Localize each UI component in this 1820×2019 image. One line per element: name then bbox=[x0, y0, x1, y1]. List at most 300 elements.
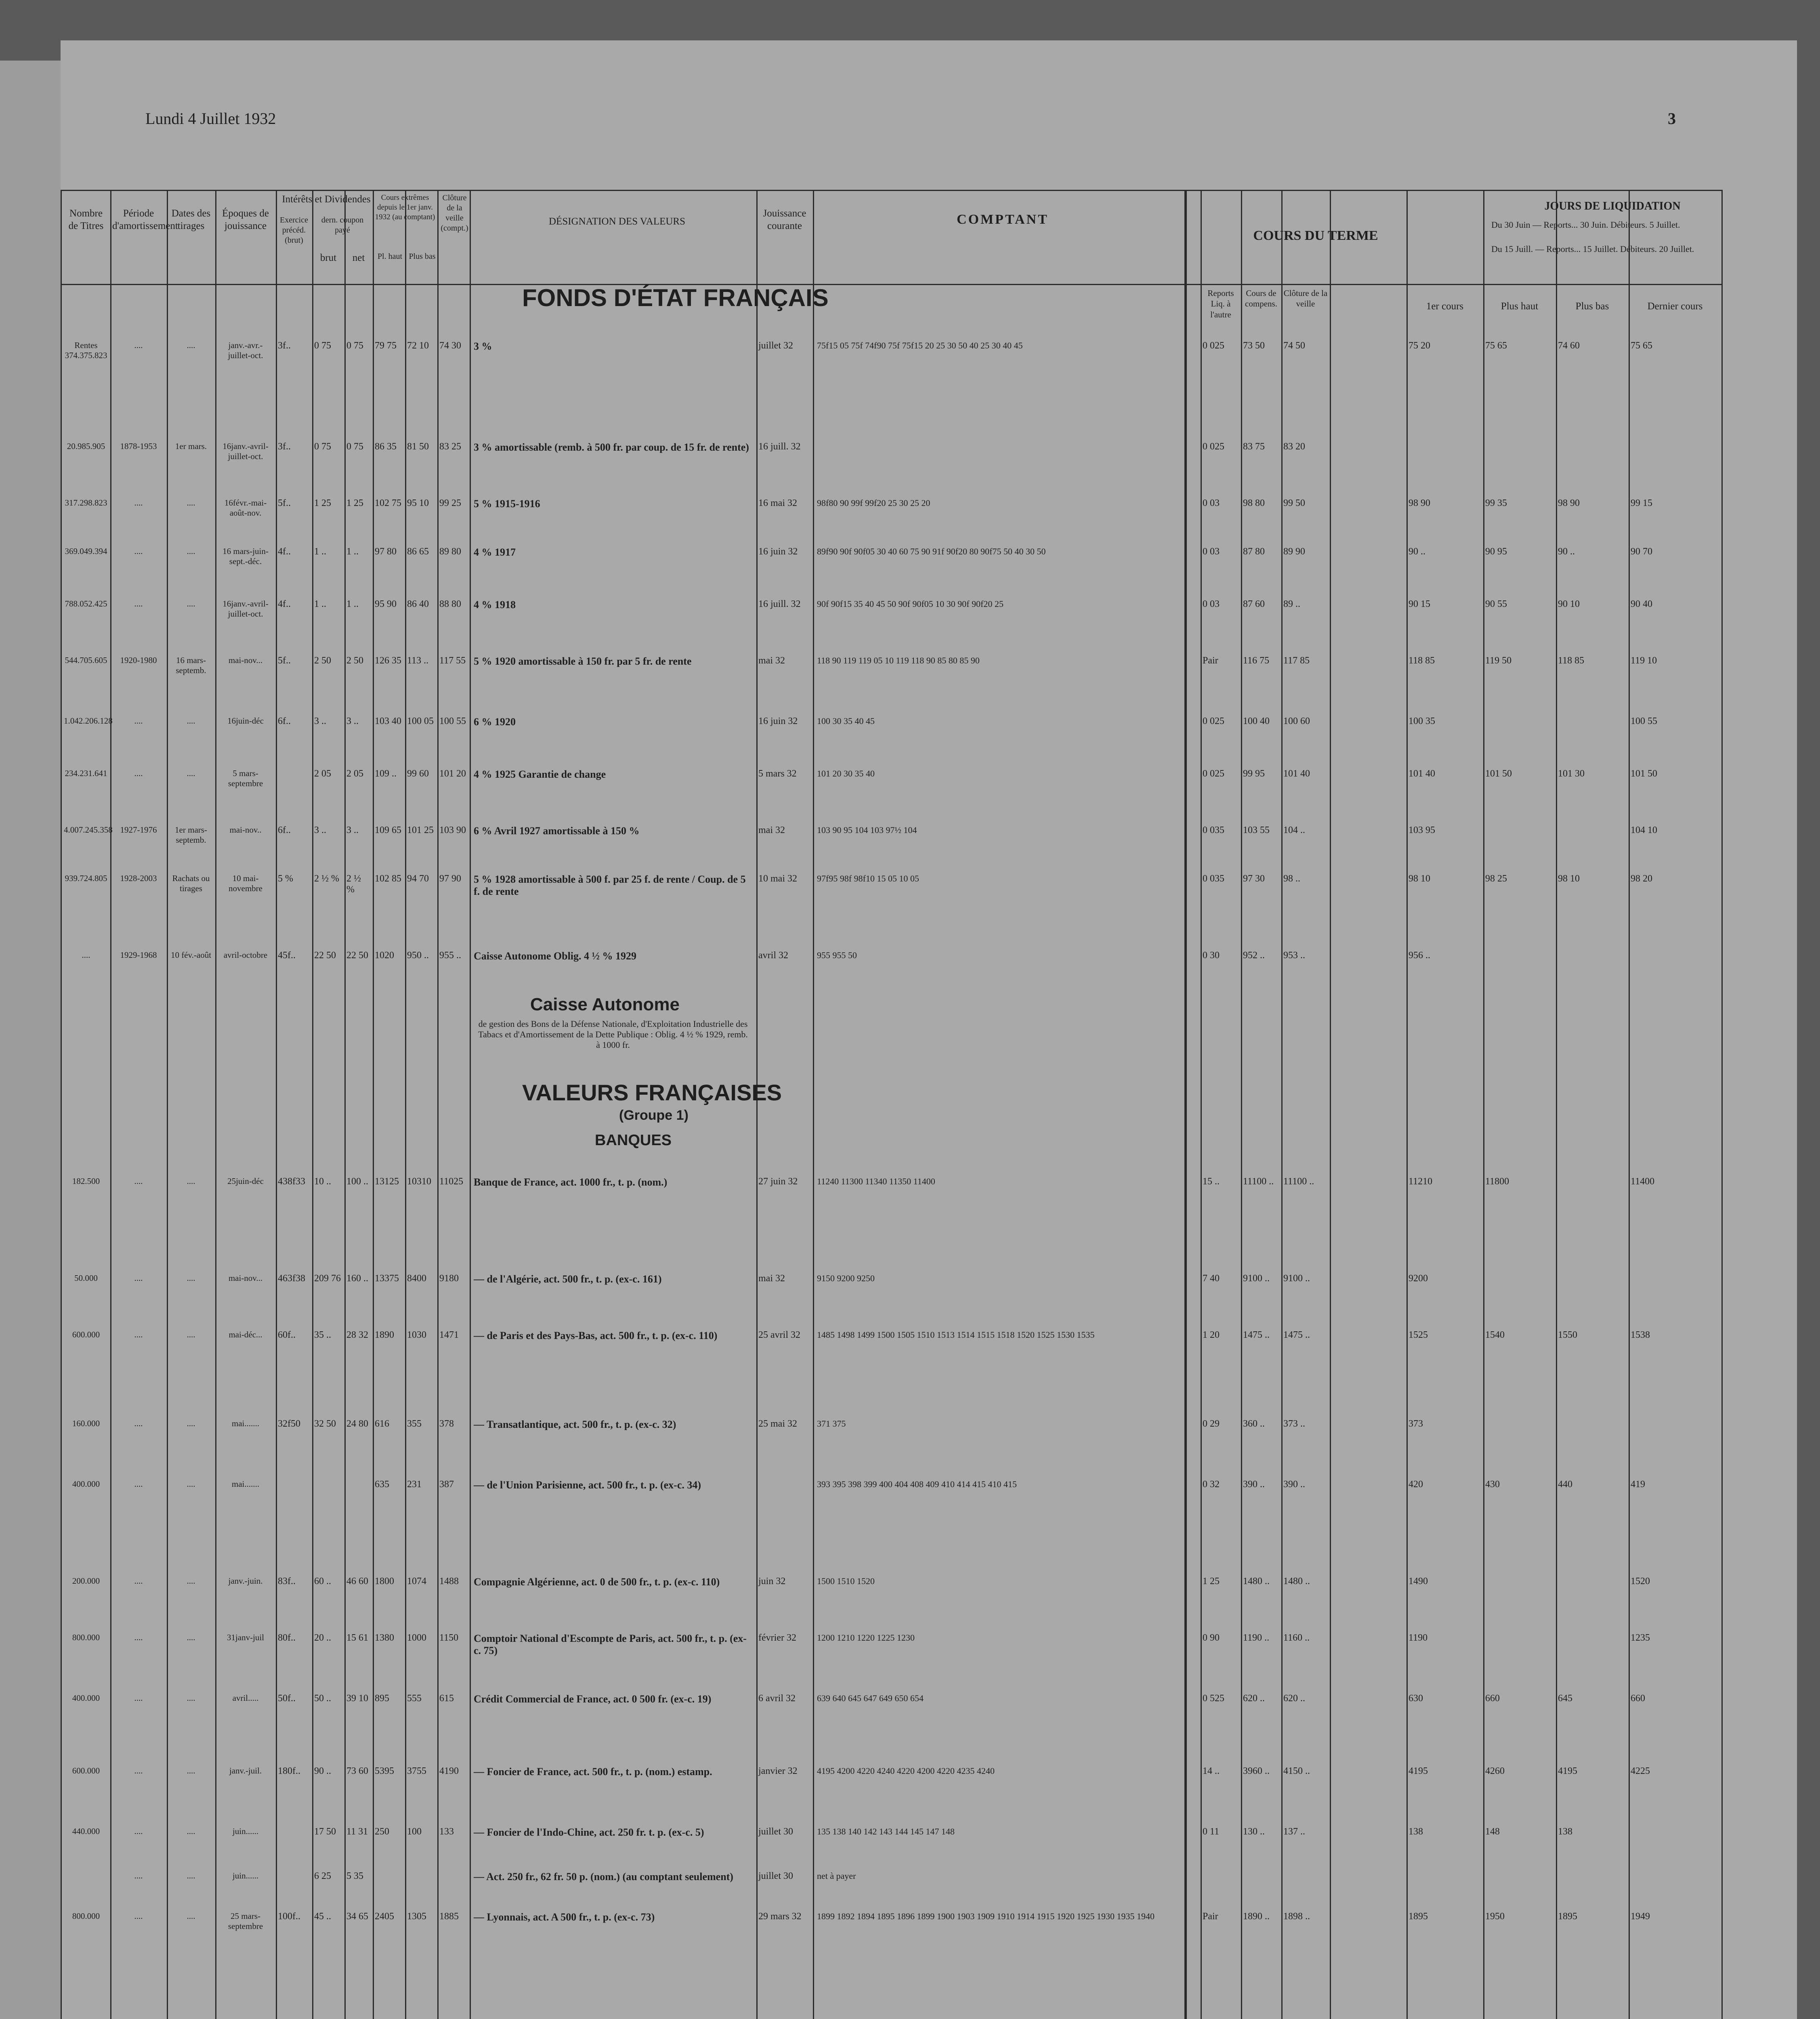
liquidation-line-1: Du 30 Juin — Reports... 30 Juin. Débiteurs. 5 Juillet. bbox=[1491, 220, 1680, 230]
comptant-cell: 393 395 398 399 400 404 408 409 410 414 415 410 415 bbox=[817, 1479, 1017, 1489]
plus-bas-cell: 355 bbox=[407, 1419, 422, 1429]
exercice-cell: 3f.. bbox=[278, 340, 291, 351]
titres-cell: 317.298.823 bbox=[65, 498, 107, 508]
cours-compens-cell: 390 .. bbox=[1243, 1479, 1265, 1490]
cloture-veille-cell: 9100 .. bbox=[1283, 1273, 1310, 1284]
epoque-cell: 25juin-déc bbox=[227, 1176, 264, 1186]
dernier-cours-cell: 101 50 bbox=[1631, 768, 1657, 779]
plus-bas-terme-cell: 118 85 bbox=[1558, 655, 1585, 666]
dernier-cours-cell: 90 70 bbox=[1631, 546, 1652, 557]
dernier-cours-cell: 419 bbox=[1631, 1479, 1645, 1490]
titres-cell: .... bbox=[82, 950, 90, 960]
plus-bas-cell: 555 bbox=[407, 1693, 422, 1704]
pl-haut-cell: 95 90 bbox=[375, 599, 397, 609]
designation-cell: — Act. 250 fr., 62 fr. 50 p. (nom.) (au comptant seulement) bbox=[474, 1871, 733, 1883]
dates-cell: Rachats ou tirages bbox=[172, 873, 210, 893]
epoque-cell: janv.-avr.-juillet-oct. bbox=[228, 340, 263, 360]
reports-cell: 0 025 bbox=[1203, 768, 1224, 779]
brut-cell: 10 .. bbox=[314, 1176, 331, 1187]
epoque-cell: avril..... bbox=[232, 1693, 259, 1703]
reports-cell: Pair bbox=[1203, 655, 1218, 666]
periode-cell: .... bbox=[134, 1273, 143, 1283]
comptant-cell: 639 640 645 647 649 650 654 bbox=[817, 1693, 924, 1703]
jouissance-cell: 16 juin 32 bbox=[758, 546, 798, 557]
designation-cell: Banque de France, act. 1000 fr., t. p. (nom.) bbox=[474, 1176, 668, 1188]
cloture-cell: 97 90 bbox=[439, 873, 461, 884]
brut-cell: 20 .. bbox=[314, 1633, 331, 1643]
col-plus-bas-terme: Plus bas bbox=[1575, 301, 1609, 312]
premier-cours-cell: 98 10 bbox=[1409, 873, 1430, 884]
col-cloture: Clôture de la veille (compt.) bbox=[441, 193, 468, 233]
premier-cours-cell: 90 .. bbox=[1409, 546, 1425, 557]
premier-cours-cell: 118 85 bbox=[1409, 655, 1435, 666]
epoque-cell: janv.-juil. bbox=[229, 1766, 262, 1776]
dates-cell: .... bbox=[187, 768, 195, 778]
cloture-cell: 99 25 bbox=[439, 498, 461, 508]
titres-cell: 800.000 bbox=[72, 1911, 100, 1921]
cours-compens-cell: 1480 .. bbox=[1243, 1576, 1270, 1587]
exercice-cell: 5f.. bbox=[278, 655, 291, 666]
epoque-cell: 31janv-juil bbox=[227, 1633, 264, 1642]
col-net: net bbox=[352, 252, 365, 263]
epoque-cell: janv.-juin. bbox=[228, 1576, 263, 1586]
cloture-veille-cell: 4150 .. bbox=[1283, 1766, 1310, 1776]
exercice-cell: 6f.. bbox=[278, 825, 291, 835]
reports-cell: 1 20 bbox=[1203, 1330, 1220, 1340]
dernier-cours-cell: 90 40 bbox=[1631, 599, 1652, 609]
cloture-cell: 9180 bbox=[439, 1273, 459, 1284]
cours-compens-cell: 103 55 bbox=[1243, 825, 1270, 835]
periode-cell: .... bbox=[134, 1479, 143, 1489]
reports-cell: 0 03 bbox=[1203, 546, 1220, 557]
cours-compens-cell: 83 75 bbox=[1243, 441, 1265, 452]
col-exercice: Exercice précéd. (brut) bbox=[280, 216, 308, 245]
section-caisse-autonome: Caisse Autonome bbox=[530, 995, 680, 1014]
net-cell: 0 75 bbox=[346, 340, 363, 351]
cloture-veille-cell: 137 .. bbox=[1283, 1826, 1305, 1837]
epoque-cell: 25 mars-septembre bbox=[228, 1911, 263, 1931]
reports-cell: 0 11 bbox=[1203, 1826, 1220, 1837]
plus-bas-cell: 10310 bbox=[407, 1176, 431, 1187]
pl-haut-cell: 2405 bbox=[375, 1911, 394, 1922]
reports-cell: 0 035 bbox=[1203, 873, 1224, 884]
titres-cell: 600.000 bbox=[72, 1330, 100, 1339]
dates-cell: .... bbox=[187, 1479, 195, 1489]
cloture-veille-cell: 390 .. bbox=[1283, 1479, 1305, 1490]
epoque-cell: mai-nov... bbox=[228, 655, 263, 665]
dates-cell: .... bbox=[187, 1176, 195, 1186]
jouissance-cell: mai 32 bbox=[758, 655, 785, 666]
titres-cell: 440.000 bbox=[72, 1826, 100, 1836]
plus-haut-cell: 1950 bbox=[1485, 1911, 1505, 1922]
jouissance-cell: 16 juill. 32 bbox=[758, 441, 801, 452]
cloture-cell: 955 .. bbox=[439, 950, 461, 961]
cloture-veille-cell: 11100 .. bbox=[1283, 1176, 1314, 1187]
jouissance-cell: mai 32 bbox=[758, 825, 785, 835]
epoque-cell: mai-déc... bbox=[229, 1330, 262, 1339]
reports-cell: 14 .. bbox=[1203, 1766, 1220, 1776]
periode-cell: 1929-1968 bbox=[120, 950, 157, 960]
pl-haut-cell: 13125 bbox=[375, 1176, 399, 1187]
designation-cell: 5 % 1928 amortissable à 500 f. par 25 f. de rente / Coup. de 5 f. de rente bbox=[474, 873, 746, 897]
plus-bas-cell: 95 10 bbox=[407, 498, 429, 508]
col-dates-tirages: Dates des tirages bbox=[171, 208, 211, 232]
jouissance-cell: 25 avril 32 bbox=[758, 1330, 800, 1340]
brut-cell: 2 50 bbox=[314, 655, 331, 666]
plus-haut-cell: 148 bbox=[1485, 1826, 1500, 1837]
col-jours-liquidation: JOURS DE LIQUIDATION bbox=[1544, 200, 1681, 212]
periode-cell: .... bbox=[134, 1633, 143, 1642]
reports-cell: Pair bbox=[1203, 1911, 1218, 1922]
cloture-cell: 378 bbox=[439, 1419, 454, 1429]
epoque-cell: 5 mars-septembre bbox=[228, 768, 263, 788]
brut-cell: 3 .. bbox=[314, 716, 326, 726]
page-date: Lundi 4 Juillet 1932 bbox=[145, 109, 276, 128]
col-cours-terme: COURS DU TERME bbox=[1253, 228, 1378, 243]
premier-cours-cell: 11210 bbox=[1409, 1176, 1433, 1187]
epoque-cell: 16juin-déc bbox=[227, 716, 264, 726]
epoque-cell: mai....... bbox=[231, 1419, 260, 1428]
periode-cell: 1920-1980 bbox=[120, 655, 157, 665]
premier-cours-cell: 630 bbox=[1409, 1693, 1423, 1704]
cours-compens-cell: 620 .. bbox=[1243, 1693, 1265, 1704]
premier-cours-cell: 956 .. bbox=[1409, 950, 1430, 961]
titres-cell: 1.042.206.128 bbox=[64, 716, 113, 726]
net-cell: 2 05 bbox=[346, 768, 363, 779]
plus-bas-cell: 99 60 bbox=[407, 768, 429, 779]
net-cell: 1 .. bbox=[346, 599, 359, 609]
titres-cell: 400.000 bbox=[72, 1693, 100, 1703]
cours-compens-cell: 98 80 bbox=[1243, 498, 1265, 508]
net-cell: 2 ½ % bbox=[346, 873, 361, 895]
plus-haut-cell: 98 25 bbox=[1485, 873, 1507, 884]
brut-cell: 1 .. bbox=[314, 546, 326, 557]
dates-cell: .... bbox=[187, 1826, 195, 1836]
plus-haut-cell: 11800 bbox=[1485, 1176, 1509, 1187]
exercice-cell: 438f33 bbox=[278, 1176, 305, 1187]
cloture-cell: 4190 bbox=[439, 1766, 459, 1776]
reports-cell: 1 25 bbox=[1203, 1576, 1220, 1587]
comptant-cell: 103 90 95 104 103 97½ 104 bbox=[817, 825, 917, 835]
titres-cell: 50.000 bbox=[74, 1273, 98, 1283]
plus-bas-cell: 86 40 bbox=[407, 599, 429, 609]
plus-bas-terme-cell: 645 bbox=[1558, 1693, 1572, 1704]
comptant-cell: 1899 1892 1894 1895 1896 1899 1900 1903 1909 1910 1914 1915 1920 1925 1930 1935 1940 bbox=[817, 1911, 1155, 1921]
premier-cours-cell: 100 35 bbox=[1409, 716, 1435, 726]
reports-cell: 0 32 bbox=[1203, 1479, 1220, 1490]
dates-cell: 1er mars. bbox=[175, 441, 207, 451]
reports-cell: 0 03 bbox=[1203, 599, 1220, 609]
plus-bas-terme-cell: 90 10 bbox=[1558, 599, 1580, 609]
premier-cours-cell: 9200 bbox=[1409, 1273, 1428, 1284]
net-cell: 0 75 bbox=[346, 441, 363, 452]
plus-bas-terme-cell: 74 60 bbox=[1558, 340, 1580, 351]
premier-cours-cell: 75 20 bbox=[1409, 340, 1430, 351]
reports-cell: 0 90 bbox=[1203, 1633, 1220, 1643]
comptant-cell: 1200 1210 1220 1225 1230 bbox=[817, 1633, 915, 1643]
brut-cell: 60 .. bbox=[314, 1576, 331, 1587]
periode-cell: .... bbox=[134, 1693, 143, 1703]
cloture-cell: 103 90 bbox=[439, 825, 466, 835]
pl-haut-cell: 86 35 bbox=[375, 441, 397, 452]
designation-cell: 4 % 1917 bbox=[474, 546, 516, 558]
cloture-cell: 11025 bbox=[439, 1176, 464, 1187]
cloture-veille-cell: 620 .. bbox=[1283, 1693, 1305, 1704]
periode-cell: .... bbox=[134, 546, 143, 556]
comptant-cell: 98f80 90 99f 99f20 25 30 25 20 bbox=[817, 498, 930, 508]
epoque-cell: mai....... bbox=[231, 1479, 260, 1489]
dates-cell: .... bbox=[187, 1330, 195, 1339]
titres-cell: 160.000 bbox=[72, 1419, 100, 1428]
epoque-cell: mai-nov.. bbox=[229, 825, 262, 835]
dates-cell: .... bbox=[187, 546, 195, 556]
dates-cell: .... bbox=[187, 498, 195, 508]
dates-cell: .... bbox=[187, 599, 195, 609]
net-cell: 11 31 bbox=[346, 1826, 368, 1837]
cloture-cell: 100 55 bbox=[439, 716, 466, 726]
section-valeurs-francaises: VALEURS FRANÇAISES bbox=[522, 1080, 782, 1105]
jouissance-cell: juillet 30 bbox=[758, 1871, 793, 1881]
cloture-cell: 615 bbox=[439, 1693, 454, 1704]
col-brut: brut bbox=[320, 252, 337, 263]
cours-compens-cell: 9100 .. bbox=[1243, 1273, 1270, 1284]
comptant-cell: 97f95 98f 98f10 15 05 10 05 bbox=[817, 873, 919, 884]
plus-haut-cell: 430 bbox=[1485, 1479, 1500, 1490]
brut-cell: 32 50 bbox=[314, 1419, 336, 1429]
net-cell: 39 10 bbox=[346, 1693, 368, 1704]
exercice-cell: 4f.. bbox=[278, 546, 291, 557]
net-cell: 15 61 bbox=[346, 1633, 368, 1643]
cloture-veille-cell: 1160 .. bbox=[1283, 1633, 1310, 1643]
brut-cell: 17 50 bbox=[314, 1826, 336, 1837]
col-pl-haut: Pl. haut bbox=[377, 252, 403, 261]
jouissance-cell: juin 32 bbox=[758, 1576, 786, 1587]
comptant-cell: 4195 4200 4220 4240 4220 4200 4220 4235 4240 bbox=[817, 1766, 995, 1776]
cloture-veille-cell: 1480 .. bbox=[1283, 1576, 1310, 1587]
comptant-cell: 1500 1510 1520 bbox=[817, 1576, 875, 1586]
exercice-cell: 80f.. bbox=[278, 1633, 296, 1643]
plus-bas-cell: 1305 bbox=[407, 1911, 426, 1922]
dernier-cours-cell: 11400 bbox=[1631, 1176, 1655, 1187]
reports-cell: 0 025 bbox=[1203, 716, 1224, 726]
plus-bas-terme-cell: 4195 bbox=[1558, 1766, 1577, 1776]
designation-cell: Crédit Commercial de France, act. 0 500 fr. (ex-c. 19) bbox=[474, 1693, 712, 1705]
plus-bas-cell: 100 bbox=[407, 1826, 422, 1837]
cloture-cell: 89 80 bbox=[439, 546, 461, 557]
epoque-cell: avril-octobre bbox=[223, 950, 268, 960]
plus-haut-cell: 75 65 bbox=[1485, 340, 1507, 351]
jouissance-cell: avril 32 bbox=[758, 950, 788, 961]
cloture-cell: 1471 bbox=[439, 1330, 459, 1340]
cloture-cell: 1488 bbox=[439, 1576, 459, 1587]
designation-cell: 3 % amortissable (remb. à 500 fr. par coup. de 15 fr. de rente) bbox=[474, 441, 749, 453]
comptant-cell: net à payer bbox=[817, 1871, 856, 1881]
brut-cell: 22 50 bbox=[314, 950, 336, 961]
brut-cell: 0 75 bbox=[314, 340, 331, 351]
titres-cell: 4.007.245.358 bbox=[64, 825, 113, 835]
col-epoques: Époques de jouissance bbox=[222, 208, 269, 232]
col-dern-coupon: dern. coupon payé bbox=[321, 216, 364, 235]
designation-cell: Compagnie Algérienne, act. 0 de 500 fr., t. p. (ex-c. 110) bbox=[474, 1576, 720, 1588]
periode-cell: 1878-1953 bbox=[120, 441, 157, 451]
epoque-cell: mai-nov... bbox=[228, 1273, 263, 1283]
comptant-cell: 135 138 140 142 143 144 145 147 148 bbox=[817, 1826, 955, 1836]
titres-cell: Rentes 374.375.823 bbox=[65, 340, 107, 360]
reports-cell: 0 03 bbox=[1203, 498, 1220, 508]
cloture-veille-cell: 89 90 bbox=[1283, 546, 1305, 557]
exercice-cell: 5 % bbox=[278, 873, 293, 884]
comptant-cell: 1485 1498 1499 1500 1505 1510 1513 1514 1515 1518 1520 1525 1530 1535 bbox=[817, 1330, 1095, 1340]
brut-cell: 1 .. bbox=[314, 599, 326, 609]
plus-bas-cell: 113 .. bbox=[407, 655, 429, 666]
comptant-cell: 371 375 bbox=[817, 1419, 846, 1429]
pl-haut-cell: 126 35 bbox=[375, 655, 401, 666]
pl-haut-cell: 109 .. bbox=[375, 768, 397, 779]
dernier-cours-cell: 104 10 bbox=[1631, 825, 1657, 835]
exercice-cell: 180f.. bbox=[278, 1766, 300, 1776]
dernier-cours-cell: 1235 bbox=[1631, 1633, 1650, 1643]
jouissance-cell: 29 mars 32 bbox=[758, 1911, 802, 1922]
col-dernier-cours: Dernier cours bbox=[1647, 301, 1703, 312]
left-page-edge bbox=[0, 61, 63, 2019]
pl-haut-cell: 1800 bbox=[375, 1576, 394, 1587]
exercice-cell: 5f.. bbox=[278, 498, 291, 508]
plus-bas-cell: 94 70 bbox=[407, 873, 429, 884]
premier-cours-cell: 1190 bbox=[1409, 1633, 1428, 1643]
reports-cell: 0 30 bbox=[1203, 950, 1220, 961]
cloture-veille-cell: 74 50 bbox=[1283, 340, 1305, 351]
cloture-cell: 133 bbox=[439, 1826, 454, 1837]
cours-compens-cell: 1190 .. bbox=[1243, 1633, 1270, 1643]
plus-haut-cell: 119 50 bbox=[1485, 655, 1512, 666]
page-number: 3 bbox=[1668, 109, 1676, 128]
section-banques: BANQUES bbox=[595, 1132, 672, 1149]
designation-cell: 3 % bbox=[474, 340, 492, 352]
epoque-cell: 10 mai-novembre bbox=[229, 873, 262, 893]
cloture-veille-cell: 104 .. bbox=[1283, 825, 1305, 835]
net-cell: 28 32 bbox=[346, 1330, 368, 1340]
pl-haut-cell: 1890 bbox=[375, 1330, 394, 1340]
jouissance-cell: 6 avril 32 bbox=[758, 1693, 796, 1704]
cloture-cell: 83 25 bbox=[439, 441, 461, 452]
epoque-cell: 16janv.-avril-juillet-oct. bbox=[223, 441, 269, 461]
periode-cell: .... bbox=[134, 1766, 143, 1776]
titres-cell: 200.000 bbox=[72, 1576, 100, 1586]
net-cell: 3 .. bbox=[346, 825, 359, 835]
exercice-cell: 32f50 bbox=[278, 1419, 300, 1429]
dates-cell: .... bbox=[187, 1766, 195, 1776]
jouissance-cell: 16 mai 32 bbox=[758, 498, 797, 508]
designation-cell: — de l'Union Parisienne, act. 500 fr., t. p. (ex-c. 34) bbox=[474, 1479, 701, 1491]
pl-haut-cell: 102 85 bbox=[375, 873, 401, 884]
plus-haut-cell: 90 95 bbox=[1485, 546, 1507, 557]
jouissance-cell: juillet 32 bbox=[758, 340, 793, 351]
col-plus-bas: Plus bas bbox=[409, 252, 436, 261]
cloture-veille-cell: 101 40 bbox=[1283, 768, 1310, 779]
dates-cell: .... bbox=[187, 1693, 195, 1703]
brut-cell: 2 05 bbox=[314, 768, 331, 779]
cloture-veille-cell: 99 50 bbox=[1283, 498, 1305, 508]
dernier-cours-cell: 99 15 bbox=[1631, 498, 1652, 508]
dernier-cours-cell: 1538 bbox=[1631, 1330, 1650, 1340]
dernier-cours-cell: 4225 bbox=[1631, 1766, 1650, 1776]
col-nombre-titres: Nombre de Titres bbox=[68, 208, 104, 232]
cours-compens-cell: 73 50 bbox=[1243, 340, 1265, 351]
plus-haut-cell: 660 bbox=[1485, 1693, 1500, 1704]
pl-haut-cell: 616 bbox=[375, 1419, 389, 1429]
comptant-cell: 90f 90f15 35 40 45 50 90f 90f05 10 30 90f 90f20 25 bbox=[817, 599, 1003, 609]
designation-cell: 6 % 1920 bbox=[474, 716, 516, 728]
col-interets: Intérêts et Dividendes bbox=[282, 194, 371, 205]
plus-haut-cell: 90 55 bbox=[1485, 599, 1507, 609]
epoque-cell: juin...... bbox=[232, 1826, 259, 1836]
dernier-cours-cell: 100 55 bbox=[1631, 716, 1657, 726]
cours-compens-cell: 99 95 bbox=[1243, 768, 1265, 779]
titres-cell: 20.985.905 bbox=[67, 441, 105, 451]
titres-cell: 939.724.805 bbox=[65, 873, 107, 883]
plus-bas-cell: 101 25 bbox=[407, 825, 434, 835]
section-fonds-etat: FONDS D'ÉTAT FRANÇAIS bbox=[522, 284, 829, 311]
plus-bas-cell: 1074 bbox=[407, 1576, 426, 1587]
cloture-veille-cell: 373 .. bbox=[1283, 1419, 1305, 1429]
titres-cell: 182.500 bbox=[72, 1176, 100, 1186]
exercice-cell: 463f38 bbox=[278, 1273, 305, 1284]
brut-cell: 45 .. bbox=[314, 1911, 331, 1922]
periode-cell: .... bbox=[134, 599, 143, 609]
net-cell: 100 .. bbox=[346, 1176, 368, 1187]
cours-compens-cell: 87 60 bbox=[1243, 599, 1265, 609]
brut-cell: 1 25 bbox=[314, 498, 331, 508]
net-cell: 24 80 bbox=[346, 1419, 368, 1429]
cloture-veille-cell: 100 60 bbox=[1283, 716, 1310, 726]
cloture-veille-cell: 1898 .. bbox=[1283, 1911, 1310, 1922]
dates-cell: .... bbox=[187, 1911, 195, 1921]
reports-cell: 0 29 bbox=[1203, 1419, 1220, 1429]
pl-haut-cell: 1020 bbox=[375, 950, 394, 961]
plus-bas-terme-cell: 1550 bbox=[1558, 1330, 1577, 1340]
periode-cell: .... bbox=[134, 498, 143, 508]
periode-cell: 1927-1976 bbox=[120, 825, 157, 835]
plus-haut-cell: 99 35 bbox=[1485, 498, 1507, 508]
designation-cell: — Foncier de France, act. 500 fr., t. p. (nom.) estamp. bbox=[474, 1766, 712, 1778]
cloture-veille-cell: 1475 .. bbox=[1283, 1330, 1310, 1340]
dernier-cours-cell: 75 65 bbox=[1631, 340, 1652, 351]
titres-cell: 800.000 bbox=[72, 1633, 100, 1642]
jouissance-cell: 27 juin 32 bbox=[758, 1176, 798, 1187]
comptant-cell: 89f90 90f 90f05 30 40 60 75 90 91f 90f20 80 90f75 50 40 30 50 bbox=[817, 546, 1046, 556]
premier-cours-cell: 90 15 bbox=[1409, 599, 1430, 609]
plus-bas-cell: 1030 bbox=[407, 1330, 426, 1340]
periode-cell: .... bbox=[134, 716, 143, 726]
pl-haut-cell: 895 bbox=[375, 1693, 389, 1704]
comptant-cell: 118 90 119 119 05 10 119 118 90 85 80 85 90 bbox=[817, 655, 980, 665]
col-reports: Reports Liq. à l'autre bbox=[1207, 288, 1234, 319]
exercice-cell: 50f.. bbox=[278, 1693, 296, 1704]
net-cell: 5 35 bbox=[346, 1871, 363, 1881]
cloture-cell: 88 80 bbox=[439, 599, 461, 609]
designation-cell: 5 % 1920 amortissable à 150 fr. par 5 fr. de rente bbox=[474, 655, 692, 667]
brut-cell: 3 .. bbox=[314, 825, 326, 835]
plus-bas-terme-cell: 1895 bbox=[1558, 1911, 1577, 1922]
periode-cell: .... bbox=[134, 340, 143, 350]
jouissance-cell: janvier 32 bbox=[758, 1766, 798, 1776]
premier-cours-cell: 1490 bbox=[1409, 1576, 1428, 1587]
pl-haut-cell: 103 40 bbox=[375, 716, 401, 726]
pl-haut-cell: 635 bbox=[375, 1479, 389, 1490]
reports-cell: 0 025 bbox=[1203, 340, 1224, 351]
plus-haut-cell: 101 50 bbox=[1485, 768, 1512, 779]
col-plus-haut: Plus haut bbox=[1501, 301, 1539, 312]
